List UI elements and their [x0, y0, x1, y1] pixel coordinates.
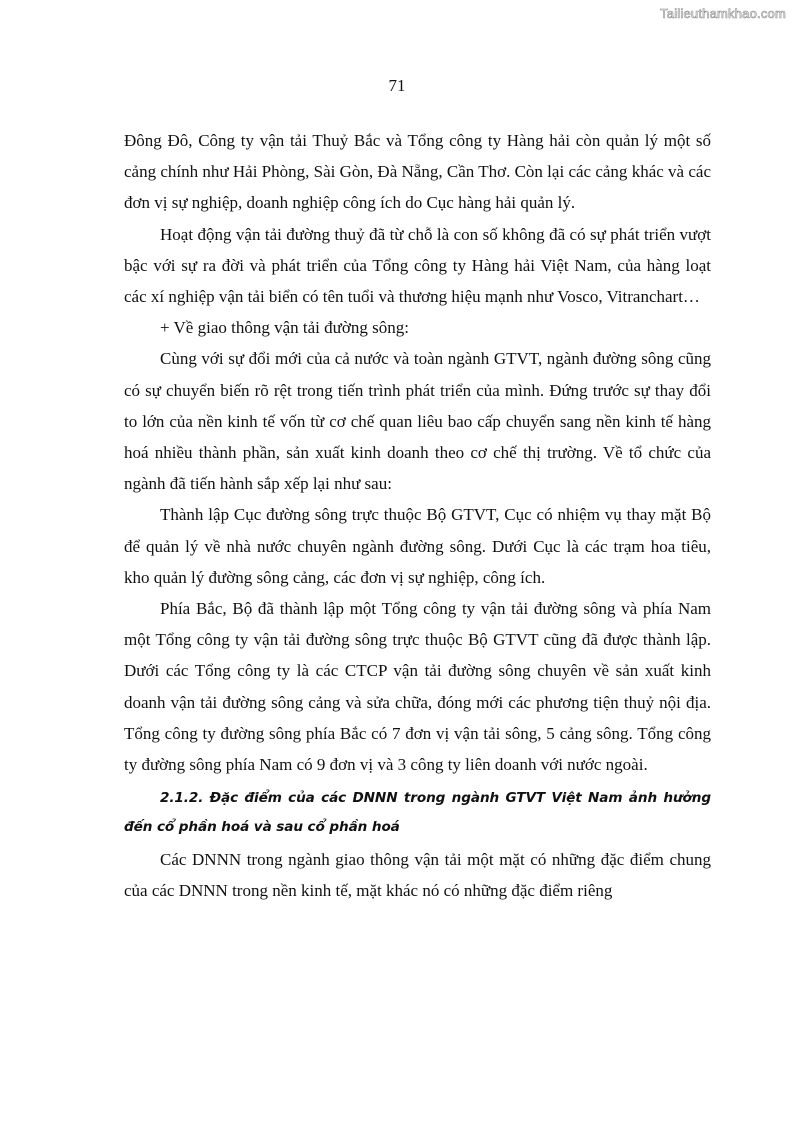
section-heading-line-1: 2.1.2. Đặc điểm của các DNNN trong ngành GTVT Việt Nam ảnh hưởng [160, 790, 711, 807]
paragraph: Thành lập Cục đường sông trực thuộc Bộ GTVT, Cục có nhiệm vụ thay mặt Bộ để quản lý về nhà nước chuyên ngành đường sông. Dưới Cục là các trạm hoa tiêu, kho quản lý đường sông cảng, các đơn vị sự nghiệp, công ích. [124, 505, 711, 587]
paragraph: Cùng với sự đổi mới của cả nước và toàn ngành GTVT, ngành đường sông cũng có sự chuyển biến rõ rệt trong tiến trình phát triển của mình. Đứng trước sự thay đổi to lớn của nền kinh tế vốn từ cơ chế quan liêu bao cấp chuyển sang nền kinh tế hàng hoá nhiều thành phần, sản xuất kinh doanh theo cơ chế thị trường. Về tổ chức của ngành đã tiến hành sắp xếp lại như sau: [124, 349, 711, 494]
section-heading-line-2: đến cổ phần hoá và sau cổ phần hoá [124, 819, 400, 836]
paragraph: Hoạt động vận tải đường thuỷ đã từ chỗ là con số không đã có sự phát triển vượt bậc với sự ra đời và phát triển của Tổng công ty Hàng hải Việt Nam, của hàng loạt các xí nghiệp vận tải biển có tên tuổi và thương hiệu mạnh như Vosco, Vitranchart… [124, 224, 711, 307]
page-number: 71 [388, 76, 406, 95]
paragraph-continuation: Đông Đô, Công ty vận tải Thuỷ Bắc và Tổng công ty Hàng hải còn quản lý một số cảng chính như Hải Phòng, Sài Gòn, Đà Nẵng, Cần Thơ. Còn lại các cảng khác và các đơn vị sự nghiệp, doanh nghiệp công ích do Cục hàng hải quản lý. [124, 131, 711, 213]
subsection-label: + Về giao thông vận tải đường sông: [160, 318, 409, 338]
paragraph: Các DNNN trong ngành giao thông vận tải một mặt có những đặc điểm chung của các DNNN trong nền kinh tế, mặt khác nó có những đặc điểm riêng [124, 850, 711, 901]
section-heading [124, 780, 711, 844]
watermark-text: Tailieuthamkhao.com [660, 6, 786, 21]
paragraph: Phía Bắc, Bộ đã thành lập một Tổng công ty vận tải đường sông và phía Nam một Tổng công ty vận tải đường sông trực thuộc Bộ GTVT cũng đã được thành lập. Dưới các Tổng công ty là các CTCP vận tải đường sông chuyên về sản xuất kinh doanh vận tải đường sông cảng và sửa chữa, đóng mới các phương tiện thuỷ nội địa. Tổng công ty đường sông phía Bắc có 7 đơn vị vận tải sông, 5 cảng sông. Tổng công ty đường sông phía Nam có 9 đơn vị và 3 công ty liên doanh với nước ngoài. [124, 599, 711, 775]
document-body [124, 125, 711, 907]
